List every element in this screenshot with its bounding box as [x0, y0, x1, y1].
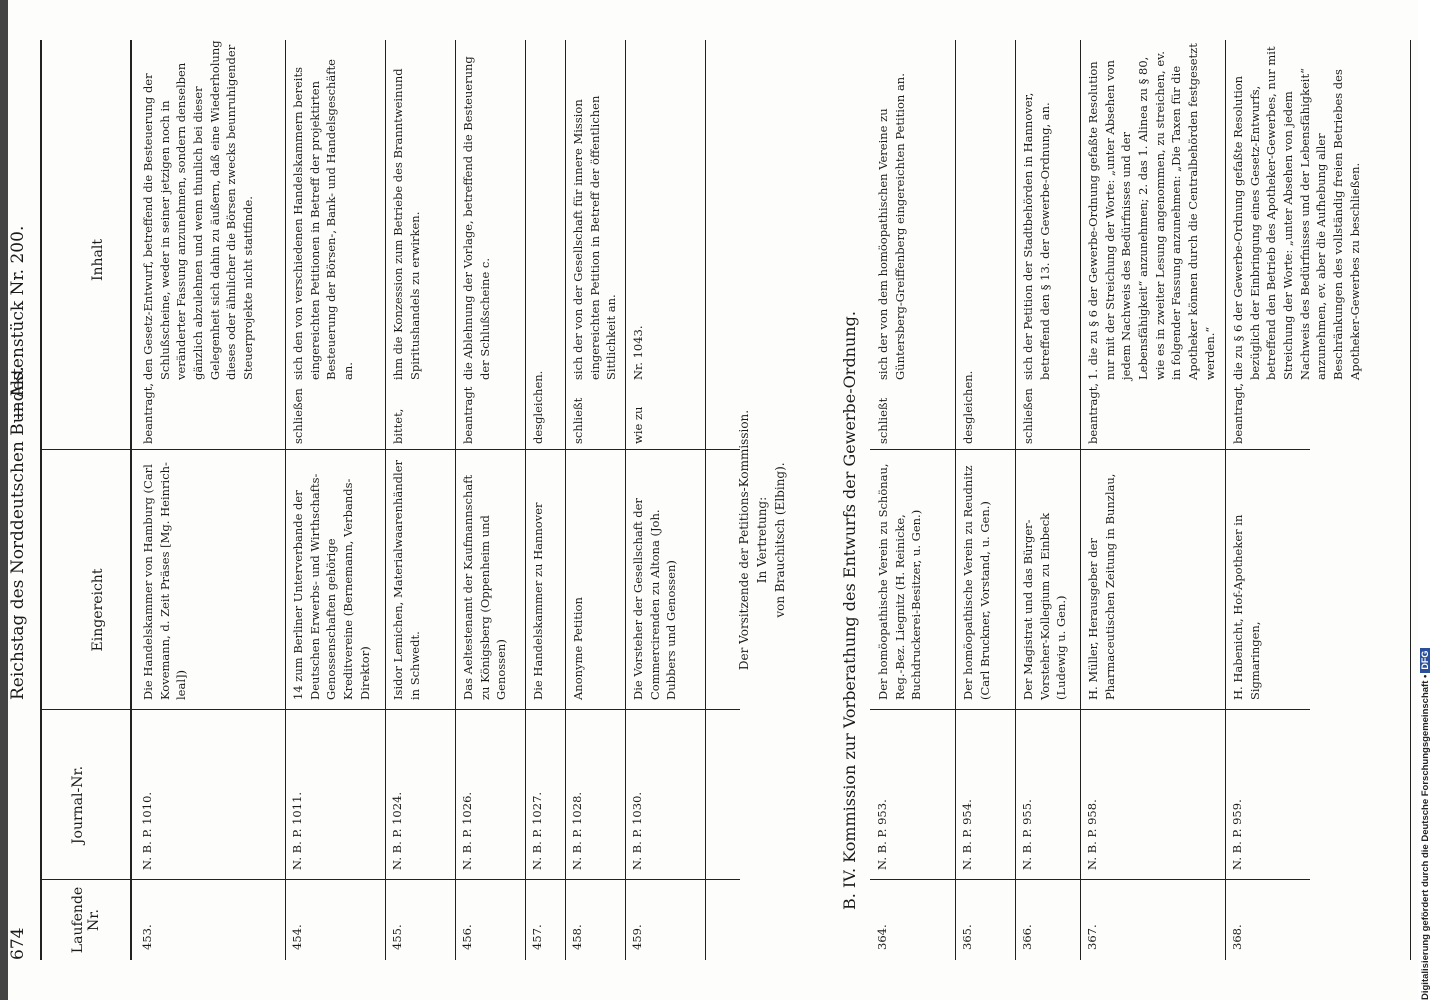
- action-verb: desgleichen.: [961, 370, 975, 444]
- col-header-eingereicht: Eingereicht: [90, 568, 106, 652]
- submitter: Der Magistrat und das Bürger-Vorsteher-Kollegium zu Einbeck (Ludewig u. Gen.): [1021, 512, 1069, 700]
- action-verb: schließen: [1021, 388, 1035, 444]
- submitter: Die Vorsteher der Gesellschaft der Commercirenden zu Altona (Joh. Dubbers und Genossen): [631, 498, 679, 700]
- content-text: die zu § 6 der Gewerbe-Ordnung gefaßte Resolution bezüglich der Einbringung eines Gesetz-Entwurfs, betreffend den Betrieb des Apotheker-Gewerbes, nur mit Streichung der Worte: „unter Absehen von jedem Nachweis des Bedürfnisses und der Lebensfähigkeit“ anzunehmen, ev. aber die Aufhebung aller Beschränkungen des vollständig freien Betriebes des Apotheker-Gewerbes zu beschließen.: [1231, 46, 1362, 380]
- row-rule: [385, 40, 386, 960]
- signature-line-1: Der Vorsitzende der Petitions-Kommission.: [737, 409, 751, 671]
- submitter: Isidor Lemichen, Materialwaarenhändler in Schwedt.: [391, 459, 422, 700]
- content-text: sich der von der Gesellschaft für innere Mission eingereichten Petition in Betreff der öffentlichen Sittlichkeit an.: [571, 95, 619, 380]
- journal-number: N. B. P. 1024.: [390, 791, 404, 870]
- journal-number: N. B. P. 1010.: [140, 791, 154, 870]
- action-verb: schließt: [876, 397, 890, 444]
- content-text: Nr. 1043.: [631, 325, 645, 380]
- content-text: ihm die Konzession zum Betriebe des Branntweinund Spiritushandels zu erwirken.: [391, 68, 422, 380]
- row-number: 455.: [390, 924, 404, 950]
- journal-number: N. B. P. 1026.: [460, 791, 474, 870]
- row-rule: [705, 40, 706, 960]
- journal-number: N. B. P. 958.: [1085, 799, 1099, 870]
- content-text: sich den von verschiedenen Handelskammern bereits eingereichten Petitionen in Betreff der projektirten Besteuerung der Börsen-, Bank- und Handelsgeschäfte an.: [291, 59, 356, 380]
- submitter: 14 zum Berliner Unterverbande der Deutschen Erwerbs- und Wirthschafts-Genossenschaften gehörige Kreditvereine (Bernemann, Verbands-Direktor): [291, 473, 372, 700]
- col-sep-1: [40, 879, 740, 880]
- submitter: H. Habenicht, Hof-Apotheker in Sigmaringen,: [1231, 514, 1262, 700]
- submitter: Das Aeltestenamt der Kaufmannschaft zu Königsberg (Oppenheim und Genossen): [461, 474, 509, 700]
- row-rule: [1410, 40, 1411, 960]
- row-rule: [525, 40, 526, 960]
- submitter: Die Handelskammer zu Hannover: [531, 502, 545, 700]
- action-verb: desgleichen.: [531, 370, 545, 444]
- signature-block: [735, 360, 789, 720]
- action-verb: wie zu: [631, 406, 645, 444]
- content-text: die Ablehnung der Vorlage, betreffend die Besteuerung der Schlußscheine c.: [461, 56, 492, 380]
- submitter: Der homöopathische Verein zu Reudnitz (Carl Bruckner, Vorstand, u. Gen.): [961, 465, 992, 700]
- header-rule: [40, 40, 42, 960]
- col-sep-b-3: [870, 449, 1310, 450]
- col-sep-3: [40, 449, 740, 450]
- action-verb: beantragt,: [1231, 382, 1245, 444]
- row-rule: [565, 40, 566, 960]
- action-verb: bittet,: [391, 408, 405, 444]
- action-verb: beantragt: [461, 386, 475, 444]
- submitter: Anonyme Petition: [571, 597, 585, 700]
- row-number: 459.: [630, 924, 644, 950]
- action-verb: beantragt,: [1086, 382, 1100, 444]
- journal-number: N. B. P. 1027.: [530, 791, 544, 870]
- row-rule: [1225, 40, 1226, 960]
- content-text: sich der von dem homöopathischen Vereine zu Güntersberg-Greiffenberg eingereichten Petition an.: [876, 73, 907, 380]
- row-number: 453.: [140, 924, 154, 950]
- row-rule: [455, 40, 456, 960]
- column-header-rule: [130, 40, 132, 960]
- submitter: Der homöopathische Verein zu Schönau, Reg.-Bez. Liegnitz (H. Reinicke, Buchdruckerei-Besitzer, u. Gen.): [876, 463, 924, 700]
- col-sep-b-1: [870, 879, 1310, 880]
- content-text: sich der Petition der Stadtbehörden in Hannover, betreffend den § 13. der Gewerbe-Ordnung, an.: [1021, 92, 1052, 380]
- dfg-logo: DFG: [1420, 648, 1430, 673]
- running-title: Reichstag des Norddeutschen Bundes.: [8, 366, 28, 700]
- row-number: 364.: [875, 924, 889, 950]
- submitter: Die Handelskammer von Hamburg (Carl Kovemann, d. Zeit Präses [Mg. Heinrich-leal]): [141, 462, 189, 700]
- row-rule: [1080, 40, 1081, 960]
- section-b-heading: B. IV. Kommission zur Vorberathung des Entwurfs der Gewerbe-Ordnung.: [840, 311, 859, 910]
- row-number: 366.: [1020, 924, 1034, 950]
- col-header-journal-nr: Journal-Nr.: [70, 765, 86, 845]
- row-number: 367.: [1085, 924, 1099, 950]
- row-rule: [625, 40, 626, 960]
- row-rule: [285, 40, 286, 960]
- col-sep-b-2: [870, 709, 1310, 710]
- journal-number: N. B. P. 954.: [960, 799, 974, 870]
- page-number: 674: [8, 927, 28, 960]
- digitization-text: Digitalisierung gefördert durch die Deutsche Forschungsgemeinschaft •: [1420, 674, 1431, 1000]
- action-verb: schließt: [571, 397, 585, 444]
- document-ref: — Aktenstück Nr. 200.: [8, 225, 28, 420]
- journal-number: N. B. P. 959.: [1230, 799, 1244, 870]
- row-number: 454.: [290, 924, 304, 950]
- row-number: 365.: [960, 924, 974, 950]
- row-number: 458.: [570, 924, 584, 950]
- content-text: den Gesetz-Entwurf, betreffend die Besteuerung der Schlußscheine, weder in seiner jetzigen noch in veränderter Fassung anzunehmen, sondern denselben gänzlich abzulehnen und wenn thunlich bei dieser Gelegenheit sich dahin zu äußern, daß eine Wiederholung dieses oder ähnlicher die Börsen zwecks beunruhigender Steuerprojekte nicht stattfinde.: [141, 40, 256, 380]
- row-number: 457.: [530, 924, 544, 950]
- content-text: 1. die zu § 6 der Gewerbe-Ordnung gefaßte Resolution nur mit der Streichung der Worte: „unter Absehen von jedem Nachweis des Bedürfnisses und der Lebensfähigkeit“ anzunehmen; 2. das 1. Alinea zu § 80, wie es in zweiter Lesung angenommen, zu streichen, ev. in folgender Fassung anzunehmen: „Die Taxen für die Apotheker können durch die Centralbehörden festgesetzt werden.“: [1086, 43, 1217, 380]
- journal-number: N. B. P. 1011.: [290, 791, 304, 870]
- col-header-laufende-nr: Laufende Nr.: [70, 886, 103, 954]
- journal-number: N. B. P. 1028.: [570, 791, 584, 870]
- row-rule: [1015, 40, 1016, 960]
- action-verb: beantragt,: [141, 382, 155, 444]
- signature-line-2: In Vertretung:: [755, 496, 769, 584]
- signature-line-3: von Brauchitsch (Elbing).: [773, 462, 787, 618]
- digitization-notice: [1420, 0, 1432, 1000]
- journal-number: N. B. P. 955.: [1020, 799, 1034, 870]
- row-number: 368.: [1230, 924, 1244, 950]
- submitter: H. Müller, Herausgeber der Pharmaceutischen Zeitung in Bunzlau,: [1086, 473, 1117, 700]
- row-rule: [955, 40, 956, 960]
- col-sep-2: [40, 709, 740, 710]
- journal-number: N. B. P. 1030.: [630, 791, 644, 870]
- col-header-inhalt: Inhalt: [90, 239, 106, 282]
- journal-number: N. B. P. 953.: [875, 799, 889, 870]
- row-number: 456.: [460, 924, 474, 950]
- action-verb: schließen: [291, 388, 305, 444]
